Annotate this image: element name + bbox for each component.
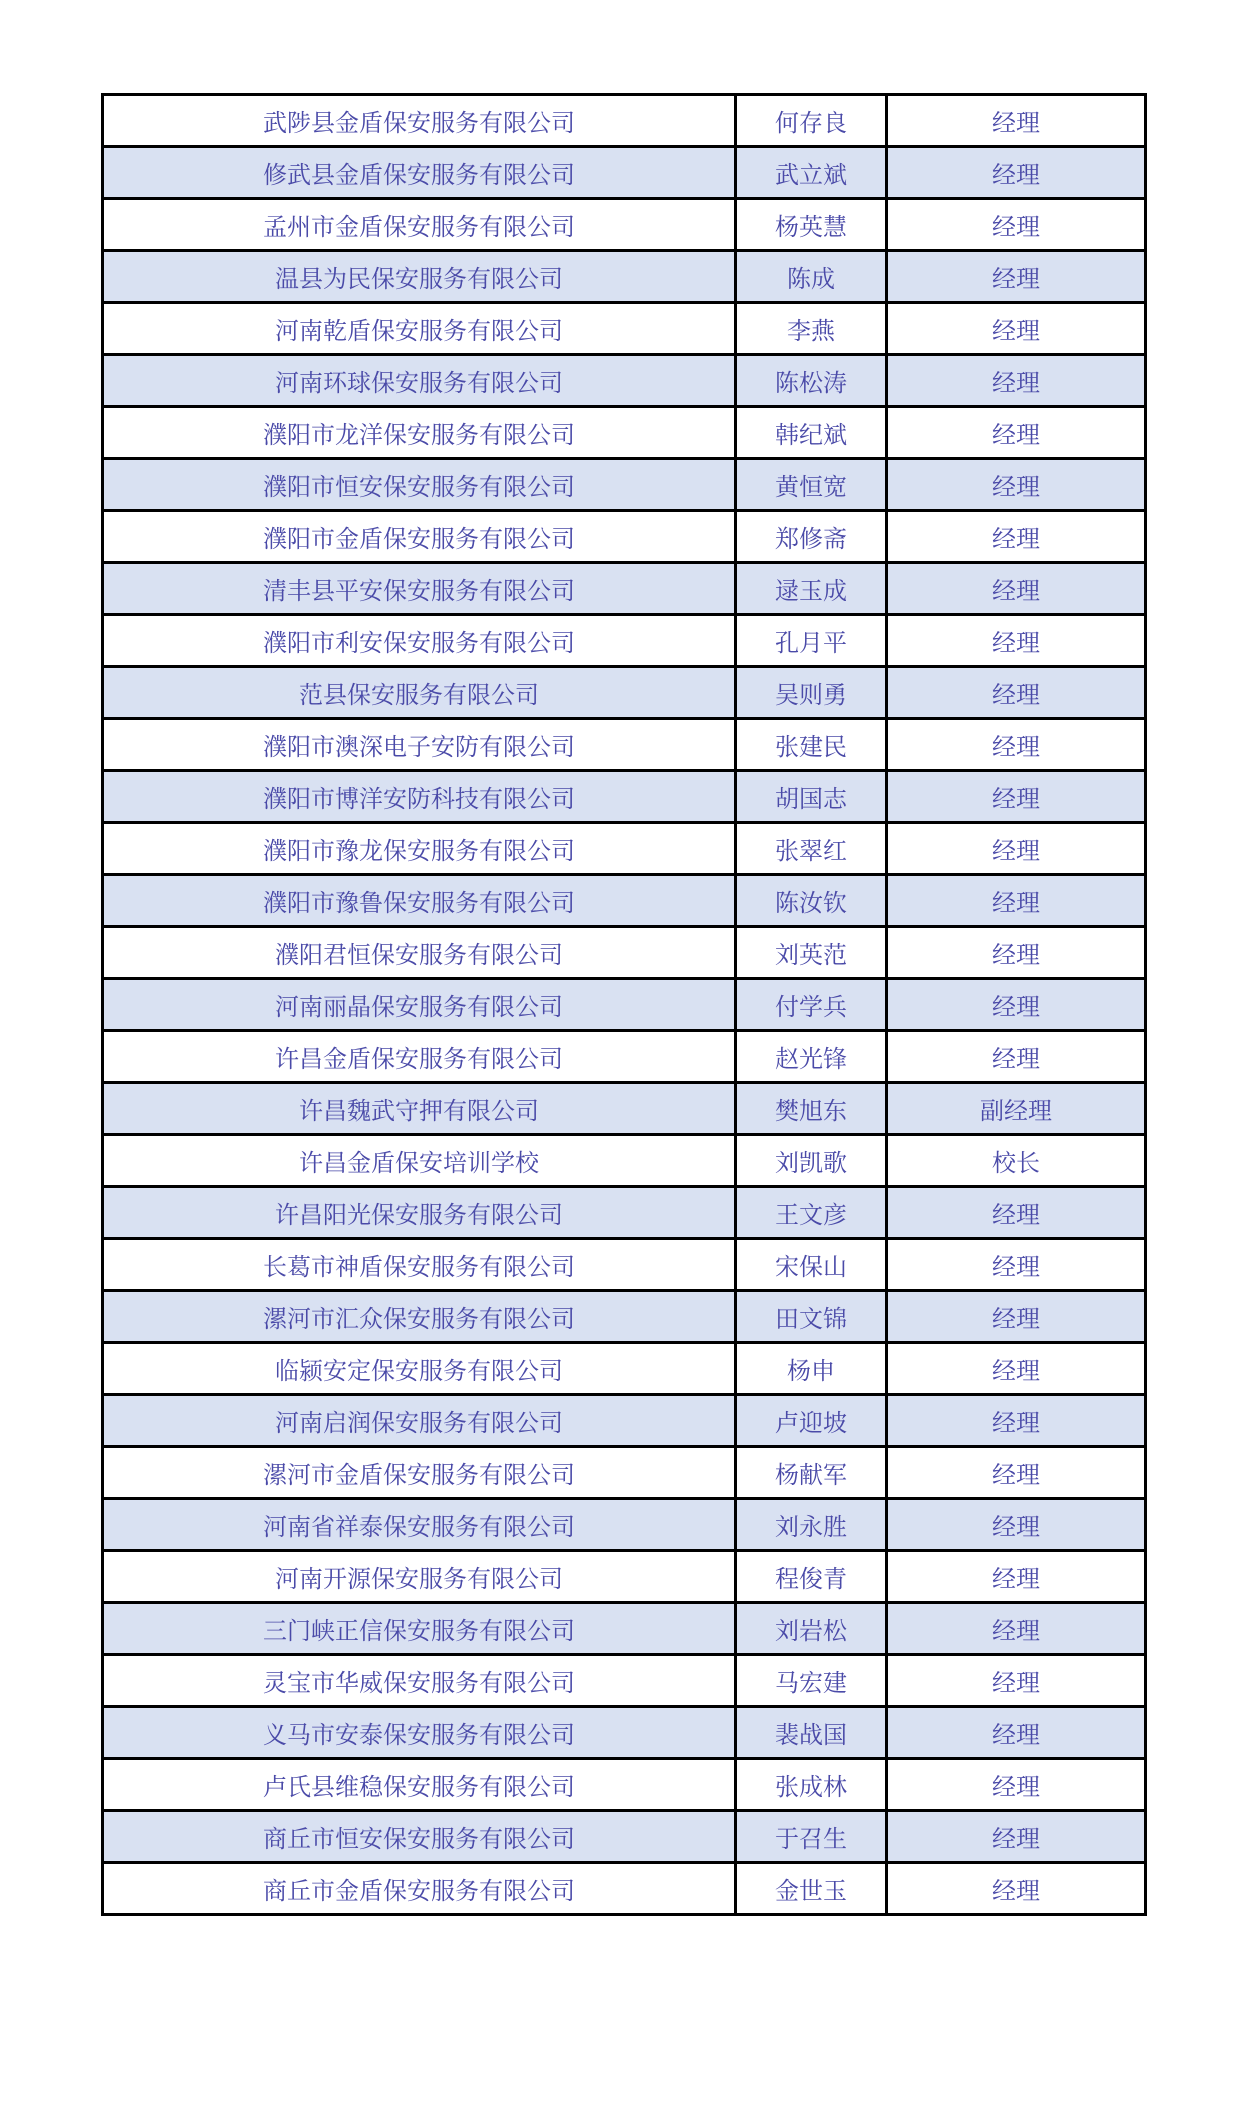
person-name-cell: 刘岩松 (736, 1603, 887, 1655)
job-title-cell: 经理 (887, 563, 1146, 615)
job-title-cell: 经理 (887, 251, 1146, 303)
person-name-cell: 樊旭东 (736, 1083, 887, 1135)
person-name-cell: 付学兵 (736, 979, 887, 1031)
company-cell: 濮阳市金盾保安服务有限公司 (103, 511, 736, 563)
job-title-cell: 经理 (887, 875, 1146, 927)
company-cell: 商丘市金盾保安服务有限公司 (103, 1863, 736, 1915)
job-title-cell: 经理 (887, 511, 1146, 563)
company-cell: 修武县金盾保安服务有限公司 (103, 147, 736, 199)
person-name-cell: 张成林 (736, 1759, 887, 1811)
company-cell: 范县保安服务有限公司 (103, 667, 736, 719)
person-name-cell: 郑修斋 (736, 511, 887, 563)
job-title-cell: 经理 (887, 407, 1146, 459)
job-title-cell: 经理 (887, 355, 1146, 407)
person-name-cell: 宋保山 (736, 1239, 887, 1291)
company-cell: 漯河市金盾保安服务有限公司 (103, 1447, 736, 1499)
job-title-cell: 经理 (887, 459, 1146, 511)
company-cell: 商丘市恒安保安服务有限公司 (103, 1811, 736, 1863)
table-row (103, 1759, 1146, 1811)
table-row (103, 1603, 1146, 1655)
person-name-cell: 刘英范 (736, 927, 887, 979)
company-cell: 河南乾盾保安服务有限公司 (103, 303, 736, 355)
person-name-cell: 杨献军 (736, 1447, 887, 1499)
job-title-cell: 经理 (887, 927, 1146, 979)
table-row (103, 771, 1146, 823)
roster-table-body (103, 95, 1146, 1915)
table-row (103, 1395, 1146, 1447)
person-name-cell: 裴战国 (736, 1707, 887, 1759)
table-row (103, 1811, 1146, 1863)
person-name-cell: 陈松涛 (736, 355, 887, 407)
job-title-cell: 经理 (887, 1187, 1146, 1239)
table-row (103, 1343, 1146, 1395)
job-title-cell: 经理 (887, 1655, 1146, 1707)
table-row (103, 251, 1146, 303)
job-title-cell: 经理 (887, 1603, 1146, 1655)
table-row (103, 1707, 1146, 1759)
job-title-cell: 经理 (887, 1499, 1146, 1551)
job-title-cell: 经理 (887, 615, 1146, 667)
job-title-cell: 经理 (887, 1395, 1146, 1447)
company-cell: 漯河市汇众保安服务有限公司 (103, 1291, 736, 1343)
table-row (103, 667, 1146, 719)
person-name-cell: 逯玉成 (736, 563, 887, 615)
roster-table (101, 93, 1147, 1916)
person-name-cell: 杨英慧 (736, 199, 887, 251)
roster-sheet (101, 93, 1144, 1916)
table-row (103, 1551, 1146, 1603)
table-row (103, 1655, 1146, 1707)
company-cell: 许昌魏武守押有限公司 (103, 1083, 736, 1135)
job-title-cell: 经理 (887, 979, 1146, 1031)
person-name-cell: 卢迎坡 (736, 1395, 887, 1447)
table-row (103, 875, 1146, 927)
table-row (103, 511, 1146, 563)
person-name-cell: 田文锦 (736, 1291, 887, 1343)
person-name-cell: 吴则勇 (736, 667, 887, 719)
job-title-cell: 经理 (887, 667, 1146, 719)
table-row (103, 563, 1146, 615)
company-cell: 三门峡正信保安服务有限公司 (103, 1603, 736, 1655)
table-row (103, 407, 1146, 459)
company-cell: 河南环球保安服务有限公司 (103, 355, 736, 407)
job-title-cell: 经理 (887, 147, 1146, 199)
person-name-cell: 程俊青 (736, 1551, 887, 1603)
person-name-cell: 金世玉 (736, 1863, 887, 1915)
company-cell: 许昌金盾保安培训学校 (103, 1135, 736, 1187)
person-name-cell: 陈成 (736, 251, 887, 303)
job-title-cell: 经理 (887, 1343, 1146, 1395)
job-title-cell: 经理 (887, 1759, 1146, 1811)
company-cell: 许昌阳光保安服务有限公司 (103, 1187, 736, 1239)
company-cell: 长葛市神盾保安服务有限公司 (103, 1239, 736, 1291)
company-cell: 武陟县金盾保安服务有限公司 (103, 95, 736, 147)
table-row (103, 1031, 1146, 1083)
company-cell: 濮阳市恒安保安服务有限公司 (103, 459, 736, 511)
company-cell: 河南开源保安服务有限公司 (103, 1551, 736, 1603)
company-cell: 清丰县平安保安服务有限公司 (103, 563, 736, 615)
company-cell: 卢氏县维稳保安服务有限公司 (103, 1759, 736, 1811)
company-cell: 温县为民保安服务有限公司 (103, 251, 736, 303)
company-cell: 灵宝市华威保安服务有限公司 (103, 1655, 736, 1707)
job-title-cell: 经理 (887, 719, 1146, 771)
job-title-cell: 经理 (887, 1447, 1146, 1499)
person-name-cell: 胡国志 (736, 771, 887, 823)
person-name-cell: 何存良 (736, 95, 887, 147)
person-name-cell: 赵光锋 (736, 1031, 887, 1083)
job-title-cell: 经理 (887, 303, 1146, 355)
company-cell: 临颍安定保安服务有限公司 (103, 1343, 736, 1395)
job-title-cell: 经理 (887, 1811, 1146, 1863)
person-name-cell: 张建民 (736, 719, 887, 771)
person-name-cell: 刘凯歌 (736, 1135, 887, 1187)
table-row (103, 1135, 1146, 1187)
table-row (103, 1187, 1146, 1239)
company-cell: 许昌金盾保安服务有限公司 (103, 1031, 736, 1083)
table-row (103, 979, 1146, 1031)
company-cell: 濮阳市豫鲁保安服务有限公司 (103, 875, 736, 927)
person-name-cell: 李燕 (736, 303, 887, 355)
table-row (103, 1239, 1146, 1291)
job-title-cell: 经理 (887, 1551, 1146, 1603)
job-title-cell: 副经理 (887, 1083, 1146, 1135)
job-title-cell: 经理 (887, 1863, 1146, 1915)
company-cell: 濮阳市利安保安服务有限公司 (103, 615, 736, 667)
company-cell: 河南启润保安服务有限公司 (103, 1395, 736, 1447)
table-row (103, 1083, 1146, 1135)
person-name-cell: 武立斌 (736, 147, 887, 199)
job-title-cell: 经理 (887, 771, 1146, 823)
job-title-cell: 经理 (887, 1291, 1146, 1343)
job-title-cell: 经理 (887, 1239, 1146, 1291)
job-title-cell: 经理 (887, 1707, 1146, 1759)
person-name-cell: 马宏建 (736, 1655, 887, 1707)
table-row (103, 927, 1146, 979)
company-cell: 河南省祥泰保安服务有限公司 (103, 1499, 736, 1551)
company-cell: 河南丽晶保安服务有限公司 (103, 979, 736, 1031)
job-title-cell: 经理 (887, 199, 1146, 251)
table-row (103, 1863, 1146, 1915)
table-row (103, 355, 1146, 407)
job-title-cell: 经理 (887, 1031, 1146, 1083)
person-name-cell: 黄恒宽 (736, 459, 887, 511)
company-cell: 濮阳市龙洋保安服务有限公司 (103, 407, 736, 459)
company-cell: 濮阳市博洋安防科技有限公司 (103, 771, 736, 823)
table-row (103, 1499, 1146, 1551)
table-row (103, 199, 1146, 251)
person-name-cell: 杨申 (736, 1343, 887, 1395)
table-row (103, 95, 1146, 147)
table-row (103, 719, 1146, 771)
person-name-cell: 张翠红 (736, 823, 887, 875)
person-name-cell: 于召生 (736, 1811, 887, 1863)
table-row (103, 303, 1146, 355)
person-name-cell: 陈汝钦 (736, 875, 887, 927)
table-row (103, 459, 1146, 511)
job-title-cell: 经理 (887, 95, 1146, 147)
job-title-cell: 校长 (887, 1135, 1146, 1187)
job-title-cell: 经理 (887, 823, 1146, 875)
person-name-cell: 王文彦 (736, 1187, 887, 1239)
table-row (103, 615, 1146, 667)
company-cell: 濮阳市豫龙保安服务有限公司 (103, 823, 736, 875)
person-name-cell: 孔月平 (736, 615, 887, 667)
table-row (103, 1291, 1146, 1343)
company-cell: 濮阳市澳深电子安防有限公司 (103, 719, 736, 771)
person-name-cell: 韩纪斌 (736, 407, 887, 459)
table-row (103, 823, 1146, 875)
company-cell: 孟州市金盾保安服务有限公司 (103, 199, 736, 251)
table-row (103, 147, 1146, 199)
company-cell: 义马市安泰保安服务有限公司 (103, 1707, 736, 1759)
person-name-cell: 刘永胜 (736, 1499, 887, 1551)
company-cell: 濮阳君恒保安服务有限公司 (103, 927, 736, 979)
table-row (103, 1447, 1146, 1499)
